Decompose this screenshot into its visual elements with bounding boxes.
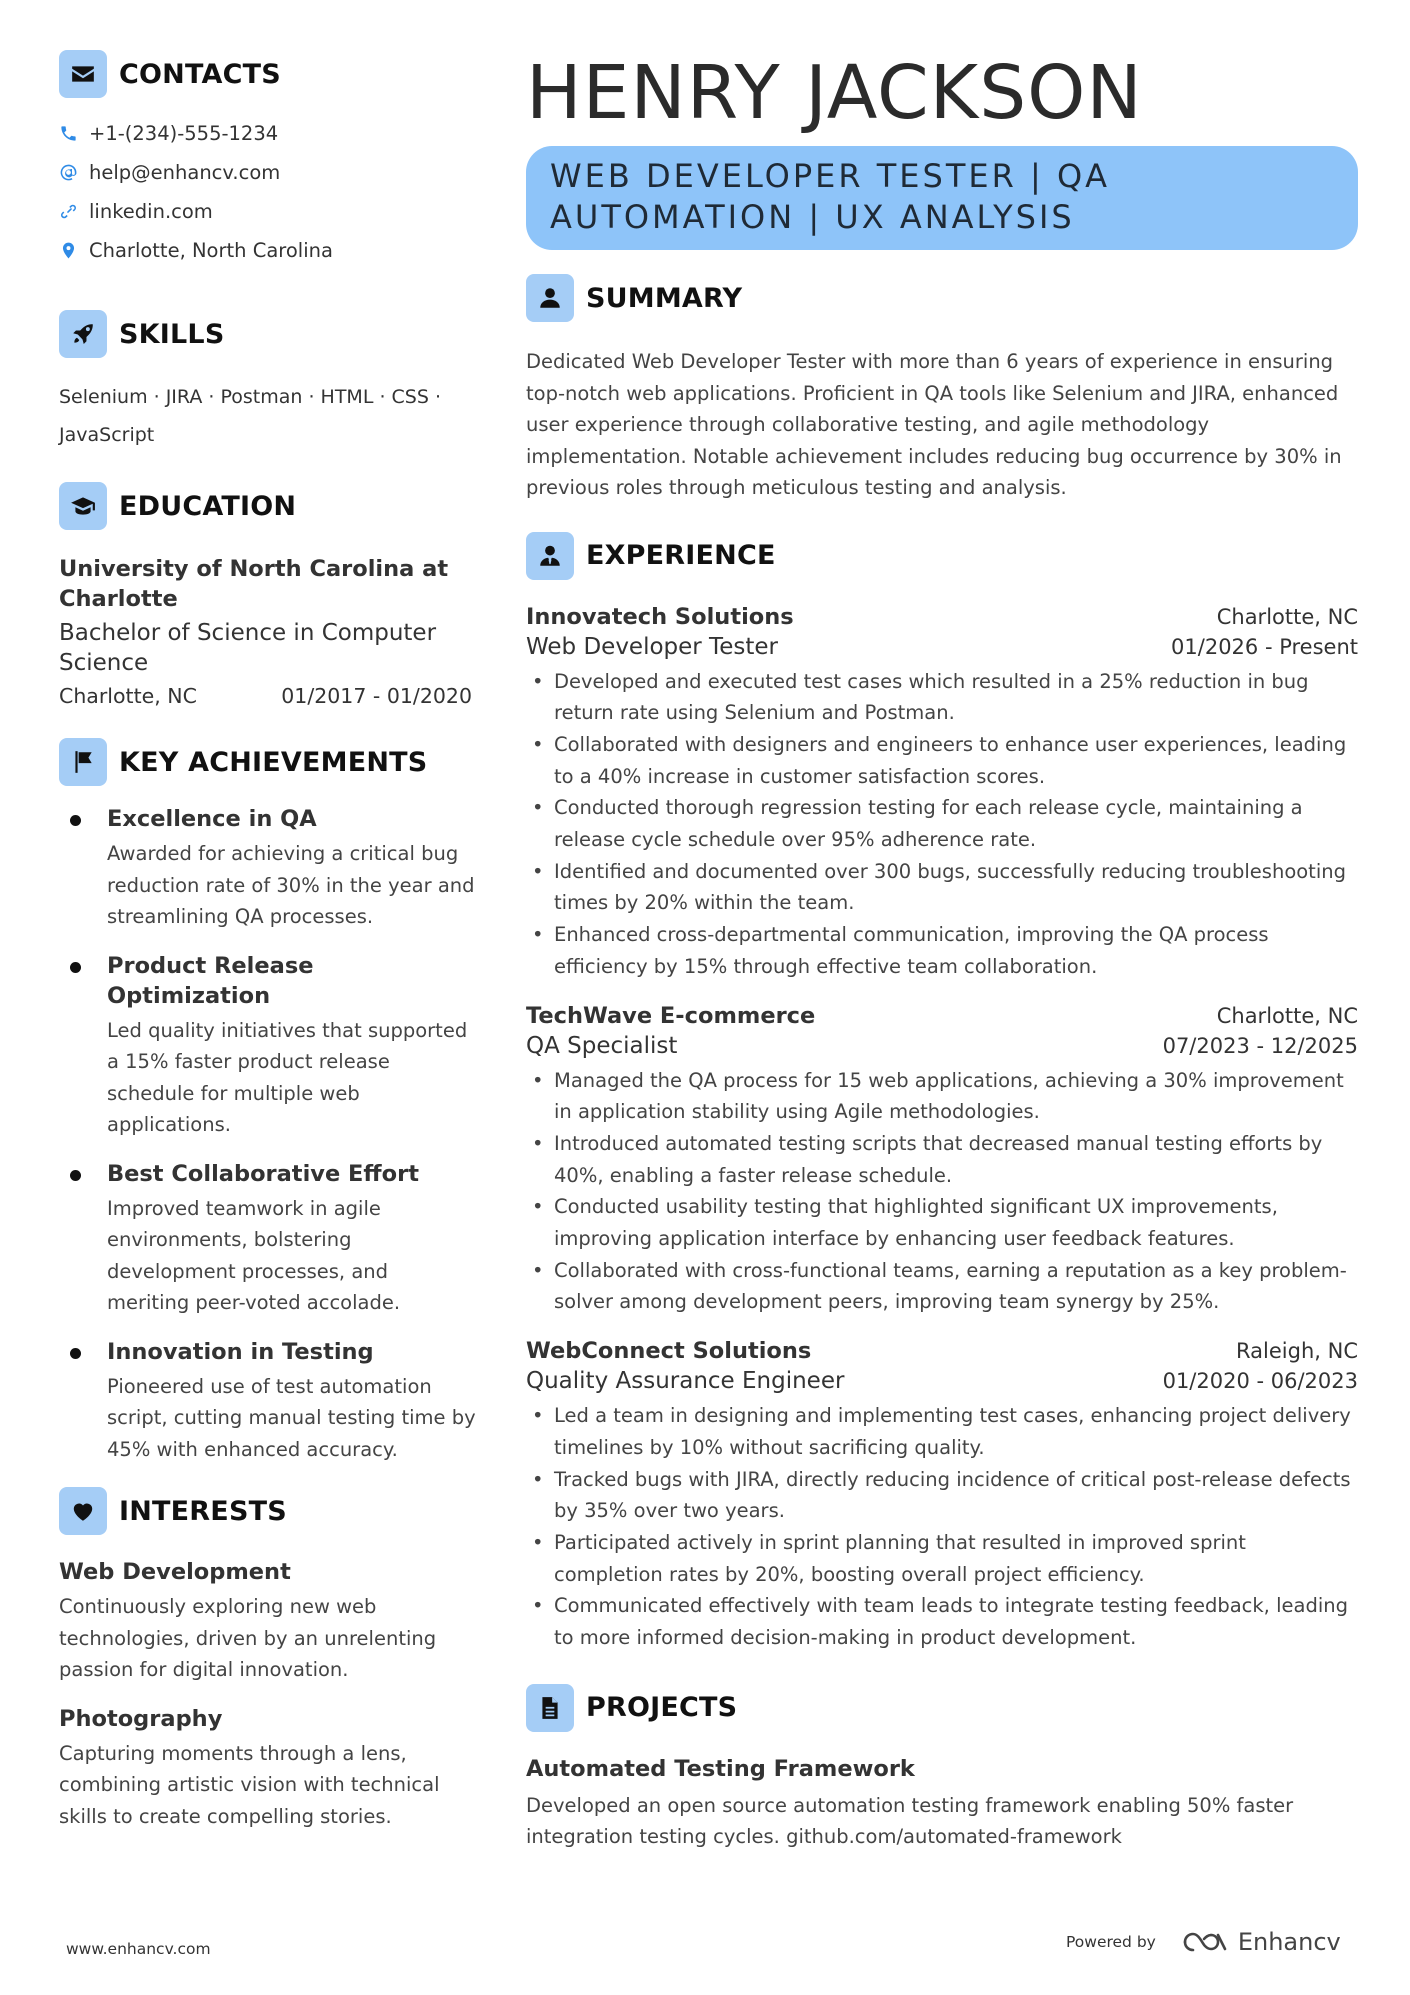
achievement-title: Best Collaborative Effort	[107, 1160, 419, 1187]
contacts-heading: CONTACTS	[59, 50, 479, 98]
location-text: Charlotte, North Carolina	[89, 239, 333, 262]
job-bullet: • Participated actively in sprint planning that resulted in improved sprint completion rates by 20%, boosting overall project efficiency.	[526, 1527, 1358, 1590]
phone-text[interactable]: +1-(234)-555-1234	[89, 122, 279, 145]
contact-linkedin	[59, 192, 479, 231]
job-location: Raleigh, NC	[1236, 1339, 1358, 1364]
achievement-desc: Improved teamwork in agile environments, bolstering development processes, and meriting peer-voted accolade.	[107, 1196, 401, 1314]
job-location: Charlotte, NC	[1216, 604, 1358, 629]
experience-heading: EXPERIENCE	[526, 532, 1358, 580]
job-title-line: WEB DEVELOPER TESTER | QA	[550, 157, 1111, 195]
education-location: Charlotte, NC	[59, 684, 197, 708]
job-bullet: • Developed and executed test cases which resulted in a 25% reduction in bug return rate using Selenium and Postman.	[526, 666, 1358, 729]
education-heading: EDUCATION	[59, 482, 479, 530]
job-bullet: • Communicated effectively with team leads to integrate testing feedback, leading to more informed decision-making in product development.	[526, 1590, 1358, 1653]
job-dates: 01/2026 - Present	[1171, 634, 1358, 659]
job-title-banner	[526, 146, 1358, 250]
job-title-line: AUTOMATION | UX ANALYSIS	[550, 198, 1075, 236]
bullet-dot	[70, 1348, 81, 1359]
education-meta	[59, 684, 472, 708]
user-icon	[526, 274, 574, 322]
job-bullet: • Identified and documented over 300 bugs, successfully reducing troubleshooting times by 20% within the team.	[526, 856, 1358, 919]
heart-icon	[59, 1487, 107, 1535]
education-school: University of North Carolina at Charlotte	[59, 556, 449, 612]
job-bullet: • Collaborated with cross-functional teams, earning a reputation as a key problem-solver among development peers, improving team synergy by 25%.	[526, 1255, 1358, 1318]
rocket-icon	[59, 310, 107, 358]
achievement-item	[59, 1159, 479, 1319]
bullet-dot	[70, 962, 81, 973]
bullet-dot	[70, 815, 81, 826]
link-icon	[59, 202, 89, 221]
achievement-desc: Led quality initiatives that supported a 15% faster product release schedule for multiple web applications.	[107, 1018, 468, 1136]
footer-branding	[1066, 1928, 1341, 1956]
at-icon	[59, 163, 89, 182]
user-tie-icon	[526, 532, 574, 580]
project-title: Automated Testing Framework	[526, 1755, 915, 1782]
left-column	[59, 50, 479, 1832]
job-role: Web Developer Tester	[526, 633, 778, 660]
job-entry	[526, 1003, 1358, 1319]
footer-website[interactable]: www.enhancv.com	[66, 1940, 211, 1958]
map-pin-icon	[59, 241, 89, 260]
achievement-title: Product Release Optimization	[107, 952, 314, 1009]
skills-list: Selenium · JIRA · Postman · HTML · CSS · JavaScript	[59, 386, 441, 446]
achievement-item	[59, 804, 479, 933]
graduation-cap-icon	[59, 482, 107, 530]
contact-phone	[59, 114, 479, 153]
job-bullet: • Conducted thorough regression testing for each release cycle, maintaining a release cycle schedule over 95% adherence rate.	[526, 792, 1358, 855]
achievements-heading: KEY ACHIEVEMENTS	[59, 738, 479, 786]
job-entry	[526, 604, 1358, 983]
job-bullet: • Introduced automated testing scripts that decreased manual testing efforts by 40%, enabling a faster release schedule.	[526, 1128, 1358, 1191]
skills-heading: SKILLS	[59, 310, 479, 358]
education-degree: Bachelor of Science in Computer Science	[59, 620, 437, 676]
job-company: Innovatech Solutions	[526, 603, 794, 630]
education-dates: 01/2017 - 01/2020	[281, 684, 472, 708]
contact-email	[59, 153, 479, 192]
job-company: WebConnect Solutions	[526, 1338, 812, 1365]
job-role: Quality Assurance Engineer	[526, 1368, 845, 1395]
linkedin-text[interactable]: linkedin.com	[89, 200, 213, 223]
powered-by-label: Powered by	[1066, 1933, 1156, 1951]
right-column	[526, 48, 1358, 1853]
interest-desc: Continuously exploring new web technologies, driven by an unrelenting passion for digital innovation.	[59, 1595, 437, 1681]
job-bullet: • Conducted usability testing that highlighted significant UX improvements, improving application interface by enhancing user feedback features.	[526, 1191, 1358, 1254]
achievement-title: Excellence in QA	[107, 806, 317, 832]
candidate-name: HENRY JACKSON	[526, 50, 1143, 136]
contact-location	[59, 231, 479, 270]
achievement-item	[59, 1337, 479, 1466]
job-bullet: • Collaborated with designers and engineers to enhance user experiences, leading to a 40% increase in customer satisfaction scores.	[526, 729, 1358, 792]
summary-heading: SUMMARY	[526, 274, 1358, 322]
job-entry	[526, 1338, 1358, 1654]
achievement-item	[59, 951, 479, 1141]
interest-title: Photography	[59, 1705, 223, 1732]
interests-heading: INTERESTS	[59, 1487, 479, 1535]
job-dates: 07/2023 - 12/2025	[1162, 1033, 1358, 1058]
contact-list	[59, 114, 479, 270]
enhancv-logo[interactable]	[1182, 1928, 1341, 1956]
job-company: TechWave E-commerce	[526, 1002, 816, 1029]
job-role: QA Specialist	[526, 1032, 678, 1059]
job-bullet: • Led a team in designing and implementing test cases, enhancing project delivery timelines by 10% without sacrificing quality.	[526, 1400, 1358, 1463]
job-location: Charlotte, NC	[1216, 1003, 1358, 1028]
flag-icon	[59, 738, 107, 786]
envelope-icon	[59, 50, 107, 98]
email-text[interactable]: help@enhancv.com	[89, 161, 281, 184]
job-bullets	[526, 666, 1358, 983]
achievement-desc: Pioneered use of test automation script, cutting manual testing time by 45% with enhanced accuracy.	[107, 1374, 476, 1461]
achievements-list	[59, 804, 479, 1465]
phone-icon	[59, 124, 89, 143]
bullet-dot	[70, 1170, 81, 1181]
job-bullet: • Enhanced cross-departmental communication, improving the QA process efficiency by 15% through effective team collaboration.	[526, 919, 1358, 982]
job-bullet: • Managed the QA process for 15 web applications, achieving a 30% improvement in application stability using Agile methodologies.	[526, 1065, 1358, 1128]
project-desc: Developed an open source automation testing framework enabling 50% faster integration testing cycles. github.com/automated-framework	[526, 1793, 1294, 1849]
job-bullets	[526, 1065, 1358, 1319]
projects-heading: PROJECTS	[526, 1684, 1358, 1732]
job-bullet: • Tracked bugs with JIRA, directly reducing incidence of critical post-release defects by 35% over two years.	[526, 1464, 1358, 1527]
achievement-title: Innovation in Testing	[107, 1338, 374, 1365]
interest-title: Web Development	[59, 1559, 291, 1585]
job-bullets	[526, 1400, 1358, 1654]
document-icon	[526, 1684, 574, 1732]
achievement-desc: Awarded for achieving a critical bug reduction rate of 30% in the year and streamlining QA processes.	[107, 842, 475, 928]
summary-text: Dedicated Web Developer Tester with more than 6 years of experience in ensuring top-notch web applications. Proficient in QA tools like Selenium and JIRA, enhanced user experience through collaborative testing, and agile methodology implementation. Notable achievement includes reducing bug occurrence by 30% in previous roles through meticulous testing and analysis.	[526, 350, 1342, 499]
enhancv-logo-icon	[1182, 1929, 1228, 1955]
interest-desc: Capturing moments through a lens, combining artistic vision with technical skills to create compelling stories.	[59, 1741, 440, 1828]
enhancv-logo-text: Enhancv	[1237, 1928, 1341, 1956]
job-dates: 01/2020 - 06/2023	[1162, 1369, 1358, 1394]
